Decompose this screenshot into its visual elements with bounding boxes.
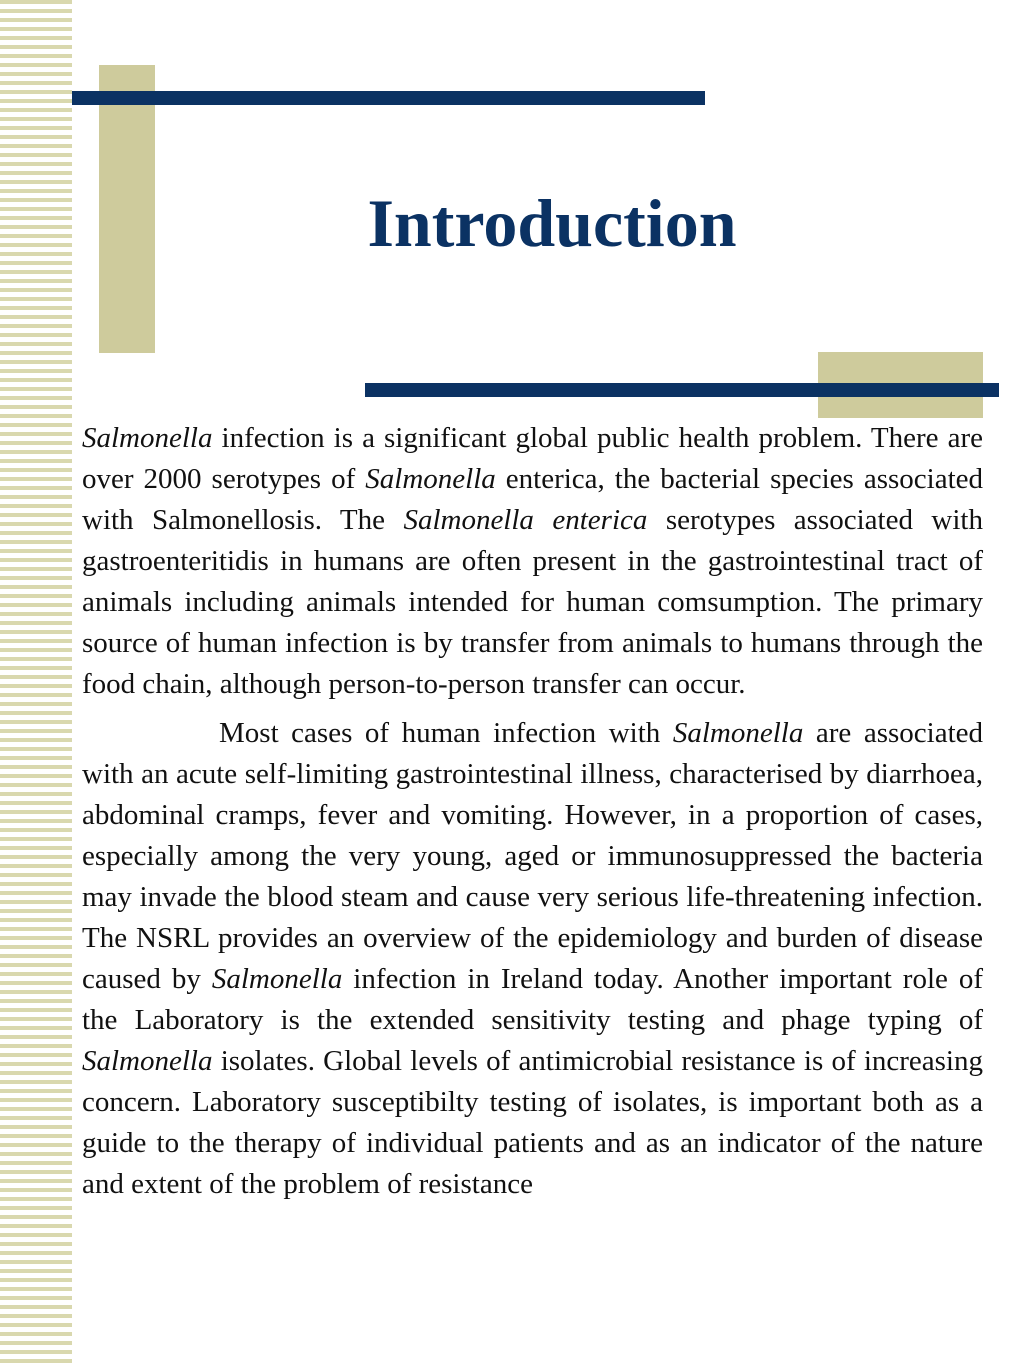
body-text [82, 418, 983, 1205]
species-name: Salmonella [82, 1045, 213, 1077]
top-navy-rule [72, 91, 705, 105]
text-run: enterica, the bacterial species associated with Salmonellosis. The [82, 463, 983, 536]
bottom-navy-rule [365, 383, 999, 397]
species-name: Salmonella [211, 963, 343, 995]
paragraph-2 [82, 713, 983, 1205]
species-name: Salmonella [672, 717, 804, 749]
text-run: Most cases of human infection with [219, 717, 673, 749]
text-run: are associated with an acute self-limiting gastrointestinal illness, characterised by diarrhoea, abdominal cramps, fever and vomiting. However, in a proportion of cases, especially among the very young, aged or immunosuppressed the bacteria may invade the blood steam and cause very serious life-threatening infection. The NSRL provides an overview of the epidemiology and burden of disease caused by [82, 717, 983, 995]
species-name: Salmonella [365, 463, 496, 495]
species-name: Salmonella [82, 422, 213, 454]
text-run: isolates. Global levels of antimicrobial resistance is of increasing concern. Laboratory susceptibilty testing of isolates, is important both as a guide to the therapy of individual patients and as an indicator of the nature and extent of the problem of resistance [82, 1045, 983, 1200]
species-name: Salmonella enterica [403, 504, 648, 536]
paragraph-1 [82, 418, 983, 705]
text-run: infection in Ireland today. Another important role of the Laboratory is the extended sensitivity testing and phage typing of [82, 963, 983, 1036]
text-run: serotypes associated with gastroenteritidis in humans are often present in the gastrointestinal tract of animals including animals intended for human comsumption. The primary source of human infection is by transfer from animals to humans through the food chain, although person-to-person transfer can occur. [82, 504, 983, 700]
page-title: Introduction [367, 185, 737, 261]
text-run: infection is a significant global public health problem. There are over 2000 serotypes of [82, 422, 983, 495]
left-stripe-decoration [0, 0, 72, 1365]
tan-accent-block-left [99, 65, 155, 353]
